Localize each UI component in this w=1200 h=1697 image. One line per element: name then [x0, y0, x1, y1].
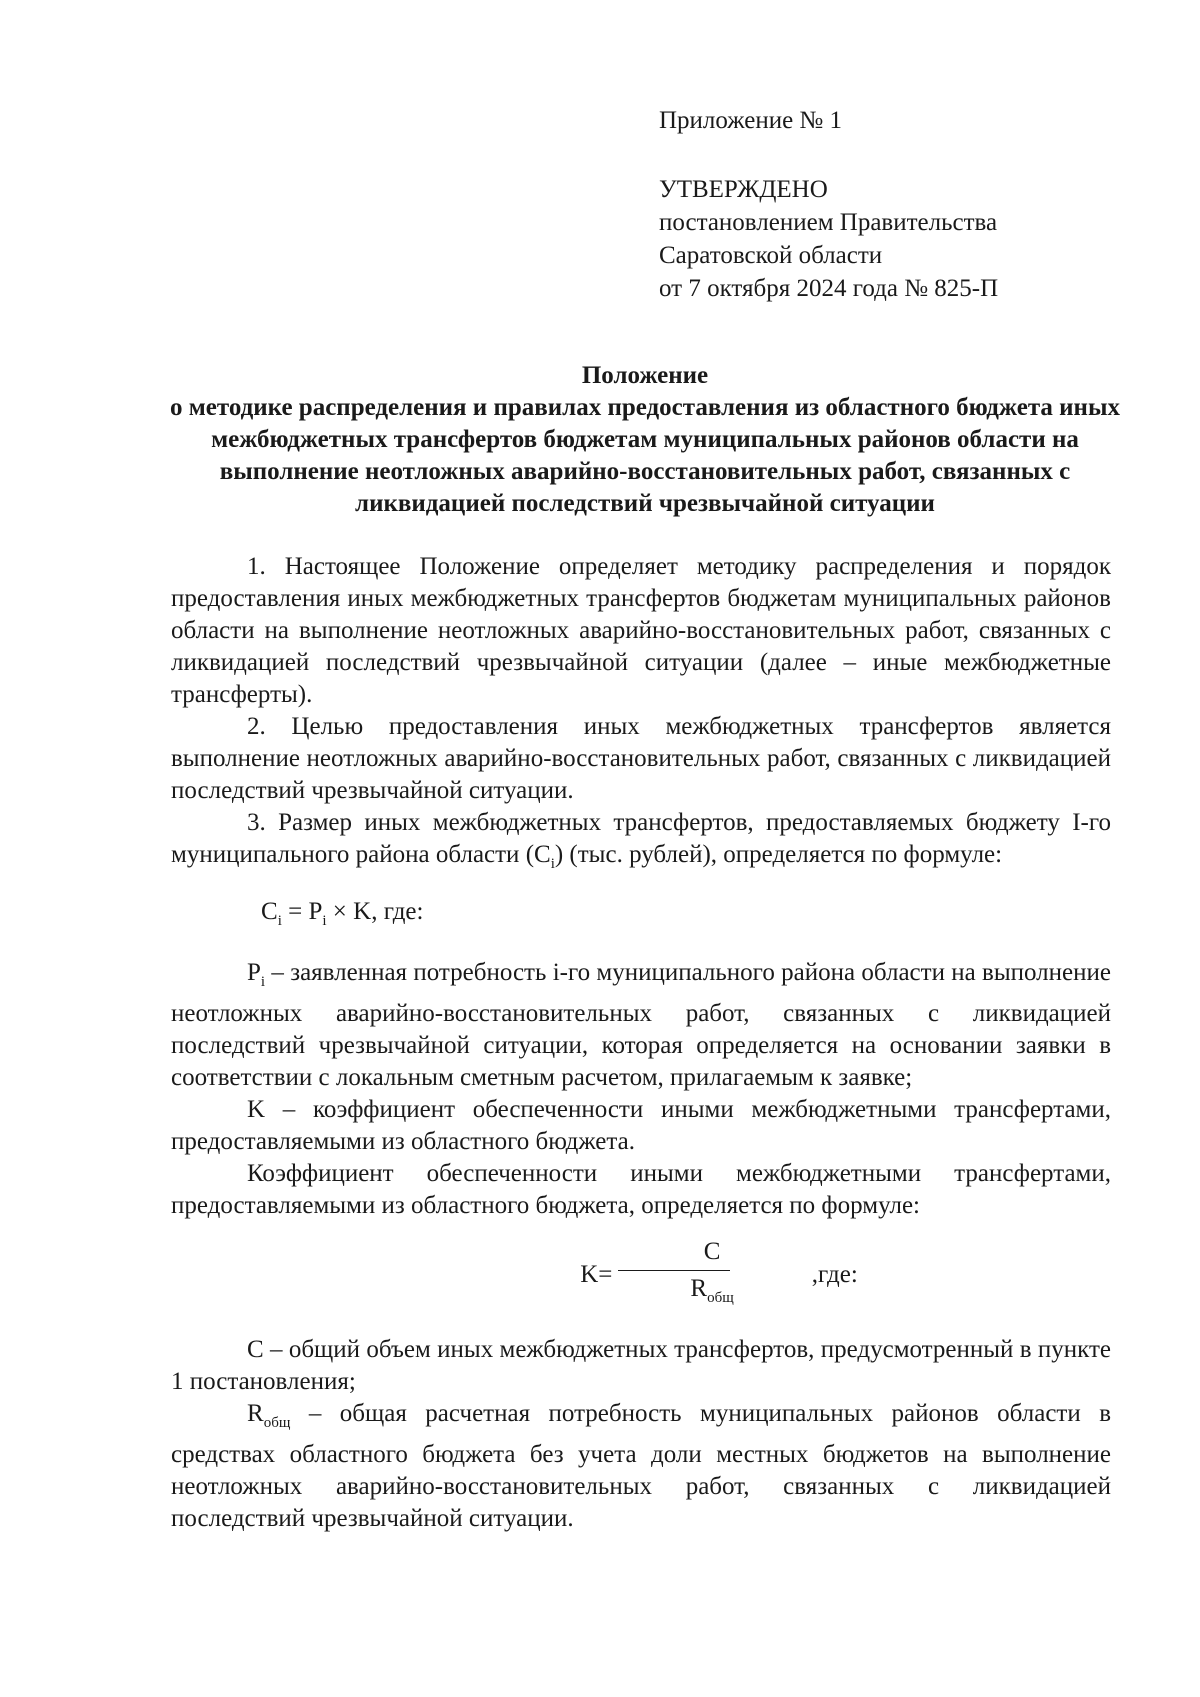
approval-line-3: от 7 октября 2024 года № 825-П	[659, 275, 999, 302]
paragraph-k: K – коэффициент обеспеченности иными межбюджетными трансфертами, предоставляемыми из областного бюджета.	[171, 1096, 1111, 1155]
formula-ci-c: C	[261, 898, 278, 925]
paragraph-3	[171, 807, 1111, 880]
paragraph-3-text-b: ) (тыс. рублей), определяется по формуле:	[554, 841, 1003, 868]
document-title	[150, 360, 1140, 520]
formula-ci-c-sub: i	[277, 913, 282, 929]
paragraph-1: 1. Настоящее Положение определяет методику распределения и порядок предоставления иных межбюджетных трансфертов бюджетам муниципальных районов области на выполнение неотложных аварийно-восстановительных работ, связанных с ликвидацией последствий чрезвычайной ситуации (далее – иные межбюджетные трансферты).	[171, 553, 1111, 708]
title-subtitle: о методике распределения и правилах предоставления из областного бюджета иных межбюджетных трансфертов бюджетам муниципальных районов области на выполнение неотложных аварийно-восстановительных работ, связанных с ликвидацией последствий чрезвычайной ситуации	[170, 394, 1120, 517]
paragraph-pi	[171, 957, 1111, 1094]
formula-ci-eq: = P	[281, 898, 323, 925]
paragraph-r-text: – общая расчетная потребность муниципальных районов области в средствах областного бюджета без учета доли местных бюджетов на выполнение неотложных аварийно-восстановительных работ, связанных с ликвидацией последствий чрезвычайной ситуации.	[171, 1400, 1111, 1532]
paragraph-3-text-a: 3. Размер иных межбюджетных трансфертов, предоставляемых бюджету I-го муниципального района области (C	[171, 809, 1111, 868]
formula-k-fraction	[614, 1238, 733, 1312]
approval-block	[659, 104, 1119, 305]
paragraph-coefficient: Коэффициент обеспеченности иными межбюджетными трансфертами, предоставляемыми из областного бюджета, определяется по формуле:	[171, 1160, 1111, 1219]
paragraph-r-lead: R	[247, 1400, 264, 1427]
formula-ci	[171, 896, 1111, 937]
formula-k-numerator: C	[618, 1238, 731, 1271]
paragraph-pi-sub: i	[260, 974, 266, 990]
annex-number: Приложение № 1	[659, 107, 843, 134]
paragraph-r	[171, 1398, 1111, 1535]
paragraph-2: 2. Целью предоставления иных межбюджетных трансфертов является выполнение неотложных аварийно-восстановительных работ, связанных с ликвидацией последствий чрезвычайной ситуации.	[171, 713, 1111, 804]
approval-line-1: постановлением Правительства	[659, 209, 998, 236]
paragraph-pi-lead: P	[247, 959, 261, 986]
title-heading: Положение	[581, 362, 709, 389]
approved-stamp: УТВЕРЖДЕНО	[659, 176, 828, 203]
paragraph-pi-text: – заявленная потребность i-го муниципального района области на выполнение неотложных аварийно-восстановительных работ, связанных с ликвидацией последствий чрезвычайной ситуации, которая определяется на основании заявки в соответствии с локальным сметным расчетом, прилагаемым к заявке;	[171, 959, 1111, 1091]
approval-line-2: Саратовской области	[659, 242, 883, 269]
formula-k-denominator-sub: общ	[707, 1290, 734, 1306]
formula-k	[171, 1238, 1111, 1312]
paragraph-c: C – общий объем иных межбюджетных трансфертов, предусмотренный в пункте 1 постановления;	[171, 1336, 1111, 1395]
paragraph-3-sub: i	[550, 856, 555, 872]
paragraph-r-sub: общ	[263, 1415, 291, 1431]
formula-ci-rest: × K, где:	[326, 898, 424, 925]
formula-k-rest: ,где:	[811, 1261, 858, 1288]
formula-k-denominator	[614, 1271, 733, 1312]
formula-ci-p-sub: i	[322, 913, 327, 929]
formula-k-lhs: K=	[580, 1261, 613, 1288]
formula-k-denominator-r: R	[690, 1275, 708, 1302]
document-body	[171, 551, 1111, 1535]
